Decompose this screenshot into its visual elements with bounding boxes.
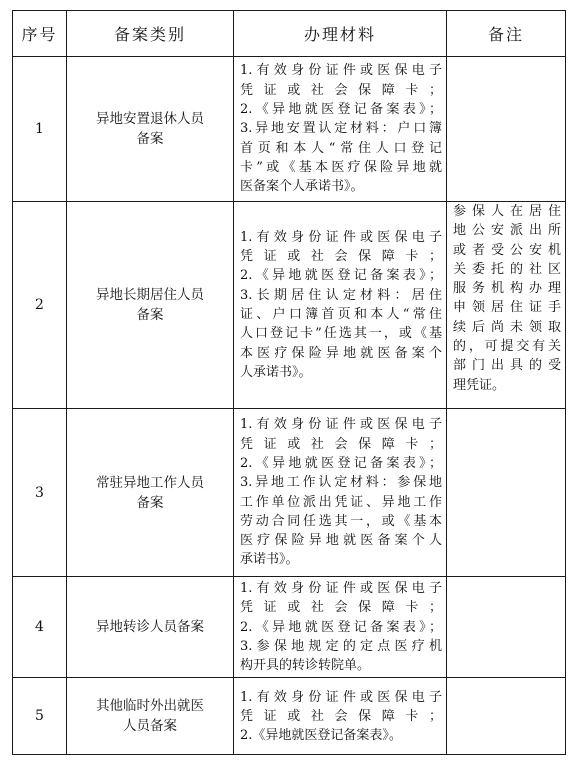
category-line: 常驻异地工作人员 bbox=[96, 474, 204, 491]
material-line: 3.异地工作认定材料：参保地 bbox=[240, 475, 442, 491]
table-row bbox=[13, 409, 566, 577]
material-line: 2.《异地就医登记备案表》。 bbox=[240, 728, 402, 744]
category-line: 异地转诊人员备案 bbox=[96, 619, 204, 636]
header-remarks: 备注 bbox=[447, 11, 566, 57]
row-category bbox=[67, 577, 234, 678]
filing-table-container bbox=[12, 10, 565, 755]
material-line: 1.有效身份证件或医保电子 bbox=[240, 229, 442, 245]
material-line: 劳动合同任选其一，或《基本 bbox=[240, 513, 442, 529]
row-materials bbox=[234, 202, 447, 409]
row-category bbox=[67, 678, 234, 755]
table-header-row bbox=[13, 11, 566, 57]
material-line: 首页和本人“常住人口登记 bbox=[240, 140, 442, 156]
material-line: 3.异地安置认定材料：户口簿 bbox=[240, 121, 442, 137]
row-category bbox=[67, 409, 234, 577]
header-materials: 办理材料 bbox=[234, 11, 447, 57]
remark-line: 申领居住证手 bbox=[453, 300, 561, 316]
header-category: 备案类别 bbox=[67, 11, 234, 57]
category-line: 异地安置退休人员 bbox=[96, 111, 204, 127]
material-line: 2.《异地就医登记备案表》； bbox=[240, 455, 442, 471]
row-number: 5 bbox=[13, 678, 67, 755]
row-remarks bbox=[447, 202, 566, 409]
remark-line: 部门出具的受 bbox=[453, 358, 561, 374]
row-remarks bbox=[447, 577, 566, 678]
row-category bbox=[67, 57, 234, 202]
material-line: 2.《异地就医登记备案表》； bbox=[240, 619, 442, 635]
material-line: 卡”或《基本医疗保险异地就 bbox=[240, 159, 442, 175]
material-line: 凭证或社会保障卡； bbox=[240, 436, 442, 452]
row-materials bbox=[234, 678, 447, 755]
row-number: 3 bbox=[13, 409, 67, 577]
table-row bbox=[13, 57, 566, 202]
material-line: 2.《异地就医登记备案表》； bbox=[240, 102, 442, 118]
remark-line: 续后尚未领取 bbox=[453, 319, 561, 335]
material-line: 1.有效身份证件或医保电子 bbox=[240, 689, 442, 705]
row-materials bbox=[234, 57, 447, 202]
material-line: 构开具的转诊转院单。 bbox=[240, 658, 371, 674]
material-line: 承诺书》。 bbox=[240, 552, 299, 568]
header-no: 序号 bbox=[13, 11, 67, 57]
material-line: 本医疗保险异地就医备案个 bbox=[240, 345, 442, 361]
material-line: 医备案个人承诺书》。 bbox=[240, 179, 364, 195]
row-number: 2 bbox=[13, 202, 67, 409]
row-remarks bbox=[447, 678, 566, 755]
remark-line: 服务机构办理 bbox=[453, 281, 561, 297]
material-line: 医疗保险异地就医备案个人 bbox=[240, 533, 442, 549]
material-line: 工作单位派出凭证、异地工作 bbox=[240, 494, 442, 510]
material-line: 1.有效身份证件或医保电子 bbox=[240, 63, 442, 79]
material-line: 凭证或社会保障卡； bbox=[240, 82, 442, 98]
category-line: 其他临时外出就医 bbox=[96, 698, 204, 715]
row-remarks bbox=[447, 409, 566, 577]
remark-line: 理凭证。 bbox=[453, 377, 506, 393]
remark-line: 或者受公安机 bbox=[453, 242, 561, 258]
material-line: 1.有效身份证件或医保电子 bbox=[240, 417, 442, 433]
category-line: 人员备案 bbox=[123, 718, 177, 735]
material-line: 人承诺书》。 bbox=[240, 364, 312, 380]
category-line: 备案 bbox=[136, 131, 164, 147]
medical-filing-table bbox=[12, 10, 566, 755]
material-line: 证、户口簿首页和本人“常住 bbox=[240, 307, 442, 322]
category-line: 异地长期居住人员 bbox=[96, 287, 204, 303]
row-materials bbox=[234, 577, 447, 678]
row-number: 1 bbox=[13, 57, 67, 202]
material-line: 3.参保地规定的定点医疗机 bbox=[240, 638, 442, 654]
remark-line: 关委托的社区 bbox=[453, 261, 561, 277]
material-line: 1.有效身份证件或医保电子 bbox=[240, 581, 442, 596]
material-line: 2.《异地就医登记备案表》； bbox=[240, 268, 442, 284]
table-row bbox=[13, 678, 566, 755]
row-materials bbox=[234, 409, 447, 577]
material-line: 3.长期居住认定材料：居住 bbox=[240, 287, 442, 303]
category-line: 备案 bbox=[136, 494, 164, 511]
material-line: 凭证或社会保障卡； bbox=[240, 600, 442, 616]
remark-line: 的，可提交有关 bbox=[453, 339, 561, 355]
table-row bbox=[13, 577, 566, 678]
row-number: 4 bbox=[13, 577, 67, 678]
table-row bbox=[13, 202, 566, 409]
row-category bbox=[67, 202, 234, 409]
row-remarks bbox=[447, 57, 566, 202]
material-line: 凭证或社会保障卡； bbox=[240, 249, 442, 265]
remark-line: 参保人在居住 bbox=[453, 204, 561, 219]
remark-line: 地公安派出所 bbox=[453, 223, 561, 239]
material-line: 凭证或社会保障卡； bbox=[240, 708, 442, 724]
material-line: 人口登记卡”任选其一，或《基 bbox=[240, 326, 442, 342]
category-line: 备案 bbox=[136, 307, 164, 323]
